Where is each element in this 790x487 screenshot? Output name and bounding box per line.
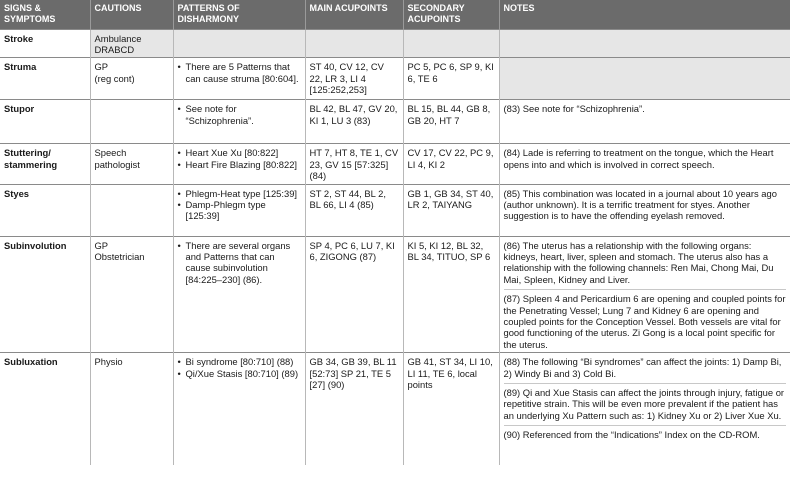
sign-cell: Stuttering/ stammering <box>0 144 90 184</box>
patterns-cell <box>173 58 305 100</box>
header-secondary-acupoints: SECONDARY ACUPOINTS <box>403 0 499 29</box>
header-main-acupoints: MAIN ACUPOINTS <box>305 0 403 29</box>
table-row <box>0 29 790 58</box>
secondary-acupoints-cell: PC 5, PC 6, SP 9, KI 6, TE 6 <box>403 58 499 100</box>
patterns-cell <box>173 353 305 465</box>
sign-cell: Struma <box>0 58 90 100</box>
table-row <box>0 353 790 465</box>
table-row <box>0 144 790 184</box>
note-paragraph: (90) Referenced from the “Indications” Index on the CD-ROM. <box>504 425 786 440</box>
cautions-cell <box>90 58 173 100</box>
main-acupoints-cell: SP 4, PC 6, LU 7, KI 6, ZIGONG (87) <box>305 236 403 353</box>
secondary-acupoints-cell: KI 5, KI 12, BL 32, BL 34, TITUO, SP 6 <box>403 236 499 353</box>
patterns-list <box>178 61 301 84</box>
caution-line: Speech <box>94 147 127 159</box>
patterns-cell <box>173 184 305 236</box>
pattern-item: • There are several organs and Patterns that can cause subinvolution [84:225–230] (86). <box>178 240 301 286</box>
patterns-list <box>178 188 301 222</box>
caution-line: pathologist <box>94 158 140 170</box>
pattern-item: • Heart Xue Xu [80:822] <box>178 147 301 158</box>
patterns-cell <box>173 144 305 184</box>
caution-line: GP <box>94 61 109 73</box>
main-acupoints-cell <box>305 29 403 58</box>
patterns-list <box>178 147 301 170</box>
sign-cell: Stupor <box>0 100 90 144</box>
note-paragraph: (84) Lade is referring to treatment on the tongue, which the Heart opens into and which is involved in correct speech. <box>503 147 774 170</box>
secondary-acupoints-cell <box>403 29 499 58</box>
sign-cell: Styes <box>0 184 90 236</box>
pattern-item: • Heart Fire Blazing [80:822] <box>178 159 301 170</box>
sign-cell: Stroke <box>0 29 90 58</box>
main-acupoints-cell: HT 7, HT 8, TE 1, CV 23, GV 15 [57:325] (84) <box>305 144 403 184</box>
secondary-acupoints-cell: BL 15, BL 44, GB 8, GB 20, HT 7 <box>403 100 499 144</box>
pattern-item: • There are 5 Patterns that can cause struma [80:604]. <box>178 61 301 84</box>
pattern-item: • Phlegm-Heat type [125:39] <box>178 188 301 199</box>
notes-cell <box>499 100 790 144</box>
notes-cell <box>499 184 790 236</box>
secondary-acupoints-cell: CV 17, CV 22, PC 9, LI 4, KI 2 <box>403 144 499 184</box>
cautions-cell <box>90 144 173 184</box>
patterns-list <box>178 103 301 126</box>
caution-line: GP <box>94 239 109 251</box>
note-paragraph: (87) Spleen 4 and Pericardium 6 are opening and coupled points for the Penetrating Vessel; Lung 7 and Kidney 6 are opening and coupled points for the Conception Vessel. Both vessels are vital for good functioning of the uterus. Zi Gong is a local point specific for the uterus. <box>504 289 786 350</box>
notes-cell <box>499 353 790 465</box>
caution-line: Physio <box>94 356 123 368</box>
main-acupoints-cell: ST 40, CV 12, CV 22, LR 3, LI 4 [125:252,253] <box>305 58 403 100</box>
main-acupoints-cell: ST 2, ST 44, BL 2, BL 66, LI 4 (85) <box>305 184 403 236</box>
patterns-cell <box>173 29 305 58</box>
table-header-row <box>0 0 790 29</box>
pattern-item: • Bi syndrome [80:710] (88) <box>178 356 301 367</box>
cautions-cell <box>90 353 173 465</box>
caution-line: DRABCD <box>94 43 135 55</box>
secondary-acupoints-cell: GB 41, ST 34, LI 10, LI 11, TE 6, local points <box>403 353 499 465</box>
sign-cell: Subinvolution <box>0 236 90 353</box>
notes-cell <box>499 144 790 184</box>
caution-line: Obstetrician <box>94 250 145 262</box>
cautions-cell <box>90 184 173 236</box>
sign-cell: Subluxation <box>0 353 90 465</box>
pattern-item: • See note for “Schizophrenia”. <box>178 103 301 126</box>
notes-cell <box>499 236 790 353</box>
caution-line: (reg cont) <box>94 72 135 84</box>
main-acupoints-cell: BL 42, BL 47, GV 20, KI 1, LU 3 (83) <box>305 100 403 144</box>
pattern-item: • Qi/Xue Stasis [80:710] (89) <box>178 368 301 379</box>
pattern-item: • Damp-Phlegm type [125:39] <box>178 199 301 222</box>
note-paragraph: (86) The uterus has a relationship with the following organs: kidneys, heart, liver, spleen and stomach. The uterus also has a relationship with the following channels: Ren Mai, Chong Mai, Du Mai, Spleen, Kidney and Liver. <box>503 239 774 285</box>
notes-cell <box>499 58 790 100</box>
cautions-cell <box>90 29 173 58</box>
table-row <box>0 236 790 353</box>
main-acupoints-cell: GB 34, GB 39, BL 11 [52:73] SP 21, TE 5 [27] (90) <box>305 353 403 465</box>
patterns-list <box>178 240 301 286</box>
patterns-cell <box>173 236 305 353</box>
secondary-acupoints-cell: GB 1, GB 34, ST 40, LR 2, TAIYANG <box>403 184 499 236</box>
header-cautions: CAUTIONS <box>90 0 173 29</box>
notes-cell <box>499 29 790 58</box>
note-paragraph: (89) Qi and Xue Stasis can affect the joints through injury, fatigue or repetitive strain. This will be even more prevalent if the patient has an underlying Xu Pattern such as: 1) Kidney Xu or 2) Liver Xue Xu. <box>504 383 786 421</box>
note-paragraph: (85) This combination was located in a journal about 10 years ago (author unknown). It is a terrific treatment for styes. Another suggestion is to have the offending eyelash removed. <box>503 187 777 222</box>
note-paragraph: (83) See note for “Schizophrenia”. <box>503 103 645 115</box>
table-row <box>0 100 790 144</box>
patterns-cell <box>173 100 305 144</box>
table-row <box>0 184 790 236</box>
table-row <box>0 58 790 100</box>
header-notes: NOTES <box>499 0 790 29</box>
cautions-cell <box>90 100 173 144</box>
header-signs: SIGNS & SYMPTOMS <box>0 0 90 29</box>
cautions-cell <box>90 236 173 353</box>
caution-line: Ambulance <box>94 32 142 44</box>
header-patterns: PATTERNS OF DISHARMONY <box>173 0 305 29</box>
note-paragraph: (88) The following “Bi syndromes” can affect the joints: 1) Damp Bi, 2) Windy Bi and 3) Cold Bi. <box>503 356 782 379</box>
patterns-list <box>178 356 301 379</box>
